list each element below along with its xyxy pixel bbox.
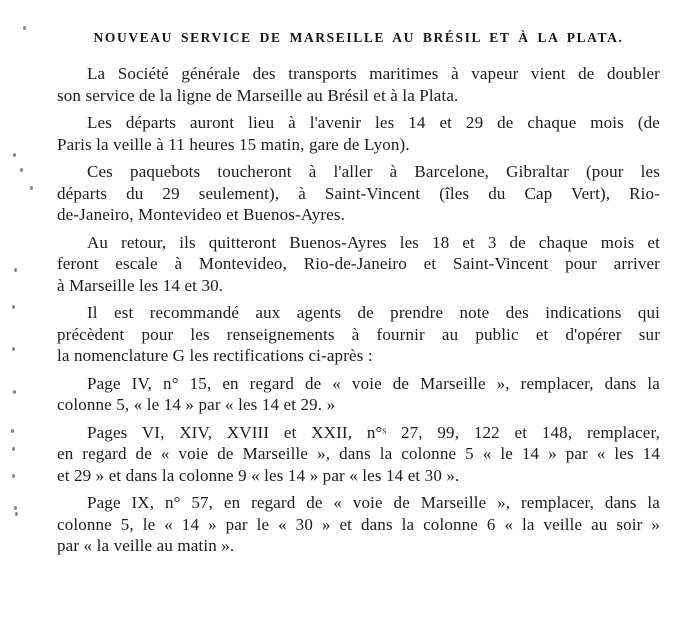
article-title: NOUVEAU SERVICE DE MARSEILLE AU BRÉSIL ET À LA PLATA. (93, 30, 624, 45)
scan-speck (13, 153, 16, 157)
text-line: par « la veille au matin ». (57, 536, 235, 555)
text-line: la nomenclature G les rectifications ci-après : (57, 346, 373, 365)
text-line: Page IX, n° 57, en regard de « voie de Marseille », remplacer, dans la (87, 493, 660, 512)
text-line: départs du 29 seulement), à Saint-Vincent (îles du Cap Vert), Rio- (57, 183, 660, 203)
scan-speck (20, 168, 23, 172)
text-line: Pages VI, XIV, XVIII et XXII, n°ˢ 27, 99, 122 et 148, remplacer, (87, 422, 660, 442)
scan-speck (14, 268, 17, 272)
text-line: La Société générale des transports maritimes à vapeur vient de doubler (87, 64, 660, 83)
text-line: de-Janeiro, Montevideo et Buenos-Ayres. (57, 205, 346, 224)
paragraph-8 (57, 492, 660, 557)
paragraph-5 (57, 302, 660, 367)
text-line: et 29 » et dans la colonne 9 « les 14 » par « les 14 et 30 ». (57, 465, 460, 485)
text-line: Paris la veille à 11 heures 15 matin, gare de Lyon). (57, 134, 410, 154)
scan-speck (12, 347, 15, 351)
paragraph-4 (57, 232, 660, 297)
scan-speck (30, 186, 33, 190)
paragraph-7 (57, 422, 660, 487)
paragraph-6 (57, 373, 660, 416)
text-line: Il est recommandé aux agents de prendre note des indications qui (87, 303, 660, 322)
text-line: Ces paquebots toucheront à l'aller à Barcelone, Gibraltar (pour les (87, 162, 660, 181)
scan-speck (15, 512, 18, 516)
scan-speck (14, 506, 17, 510)
document-text-block (57, 30, 660, 557)
paragraph-3 (57, 161, 660, 226)
text-line: colonne 5, le « 14 » par le « 30 » et dans la colonne 6 « la veille au soir » (57, 514, 660, 534)
scan-speck (12, 474, 15, 478)
scan-speck (12, 305, 15, 309)
text-line: en regard de « voie de Marseille », dans la colonne 5 « le 14 » par « les 14 (57, 444, 660, 463)
scan-speck (13, 390, 16, 394)
scan-speck (23, 26, 26, 30)
scan-speck (11, 429, 14, 433)
text-line: à Marseille les 14 et 30. (57, 275, 224, 295)
text-line: son service de la ligne de Marseille au Brésil et à la Plata. (57, 85, 459, 105)
paragraph-1 (57, 63, 660, 106)
text-line: colonne 5, « le 14 » par « les 14 et 29. » (57, 395, 336, 414)
text-line: Page IV, n° 15, en regard de « voie de Marseille », remplacer, dans la (87, 373, 660, 393)
text-line: Les départs auront lieu à l'avenir les 14 et 29 de chaque mois (de (87, 113, 660, 132)
text-line: précèdent pour les renseignements à fournir au public et d'opérer sur (57, 324, 660, 344)
text-line: feront escale à Montevideo, Rio-de-Janeiro et Saint-Vincent pour arriver (57, 254, 660, 273)
text-line: Au retour, ils quitteront Buenos-Ayres les 18 et 3 de chaque mois et (87, 232, 660, 252)
paragraph-2 (57, 112, 660, 155)
scan-speck (12, 447, 15, 451)
